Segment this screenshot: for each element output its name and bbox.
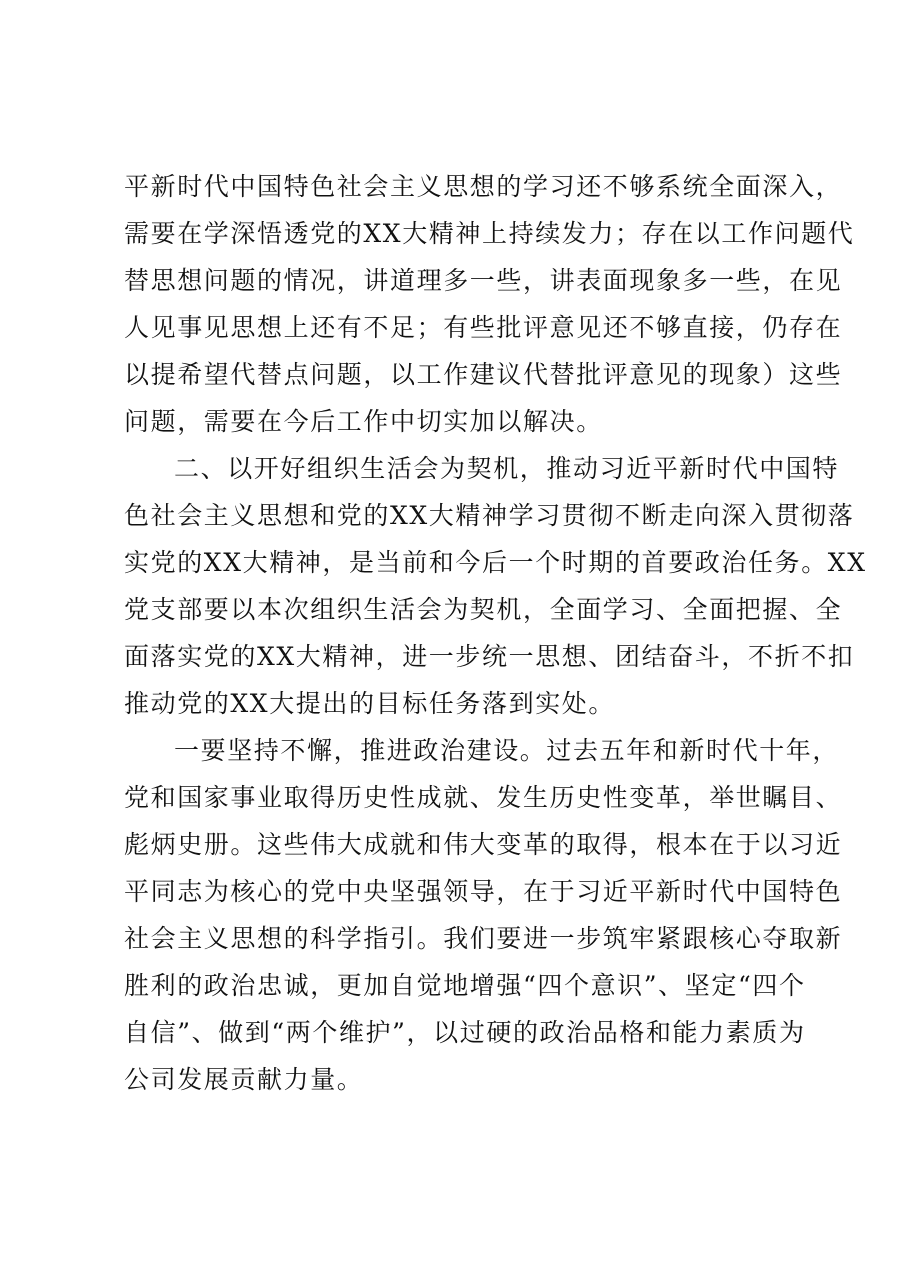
paragraph-2-line-5: 面落实党的XX大精神，进一步统一思想、团结奋斗，不折不扣 <box>124 642 855 671</box>
paragraph-1-line-4: 人见事见思想上还有不足；有些批评意见还不够直接，仍存在 <box>124 313 843 342</box>
paragraph-3-line-8: 公司发展贡献力量。 <box>124 1065 364 1094</box>
paragraph-3-line-6: 胜利的政治忠诚，更加自觉地增强“四个意识”、坚定“四个 <box>124 971 806 1000</box>
paragraph-3-line-5: 社会主义思想的科学指引。我们要进一步筑牢紧跟核心夺取新 <box>124 924 843 953</box>
paragraph-1-line-1: 平新时代中国特色社会主义思想的学习还不够系统全面深入， <box>124 172 843 201</box>
paragraph-3-line-1: 一要坚持不懈，推进政治建设。过去五年和新时代十年， <box>174 736 840 765</box>
paragraph-2-line-4: 党支部要以本次组织生活会为契机，全面学习、全面把握、全 <box>124 595 843 624</box>
paragraph-1-line-3: 替思想问题的情况，讲道理多一些，讲表面现象多一些，在见 <box>124 266 843 295</box>
paragraph-3-line-7: 自信”、做到“两个维护”，以过硬的政治品格和能力素质为 <box>124 1018 806 1047</box>
paragraph-3-line-3: 彪炳史册。这些伟大成就和伟大变革的取得，根本在于以习近 <box>124 830 843 859</box>
paragraph-1-line-5: 以提希望代替点问题，以工作建议代替批评意见的现象）这些 <box>124 360 843 389</box>
paragraph-2-line-1: 二、以开好组织生活会为契机，推动习近平新时代中国特 <box>174 454 840 483</box>
paragraph-1-line-6: 问题，需要在今后工作中切实加以解决。 <box>124 407 603 436</box>
paragraph-2-line-3: 实党的XX大精神，是当前和今后一个时期的首要政治任务。XX <box>124 548 867 577</box>
paragraph-1-line-2: 需要在学深悟透党的XX大精神上持续发力；存在以工作问题代 <box>124 219 855 248</box>
paragraph-2-line-2: 色社会主义思想和党的XX大精神学习贯彻不断走向深入贯彻落 <box>124 501 855 530</box>
paragraph-2-line-6: 推动党的XX大提出的目标任务落到实处。 <box>124 689 615 718</box>
paragraph-3-line-2: 党和国家事业取得历史性成就、发生历史性变革，举世瞩目、 <box>124 783 843 812</box>
paragraph-3-line-4: 平同志为核心的党中央坚强领导，在于习近平新时代中国特色 <box>124 877 843 906</box>
